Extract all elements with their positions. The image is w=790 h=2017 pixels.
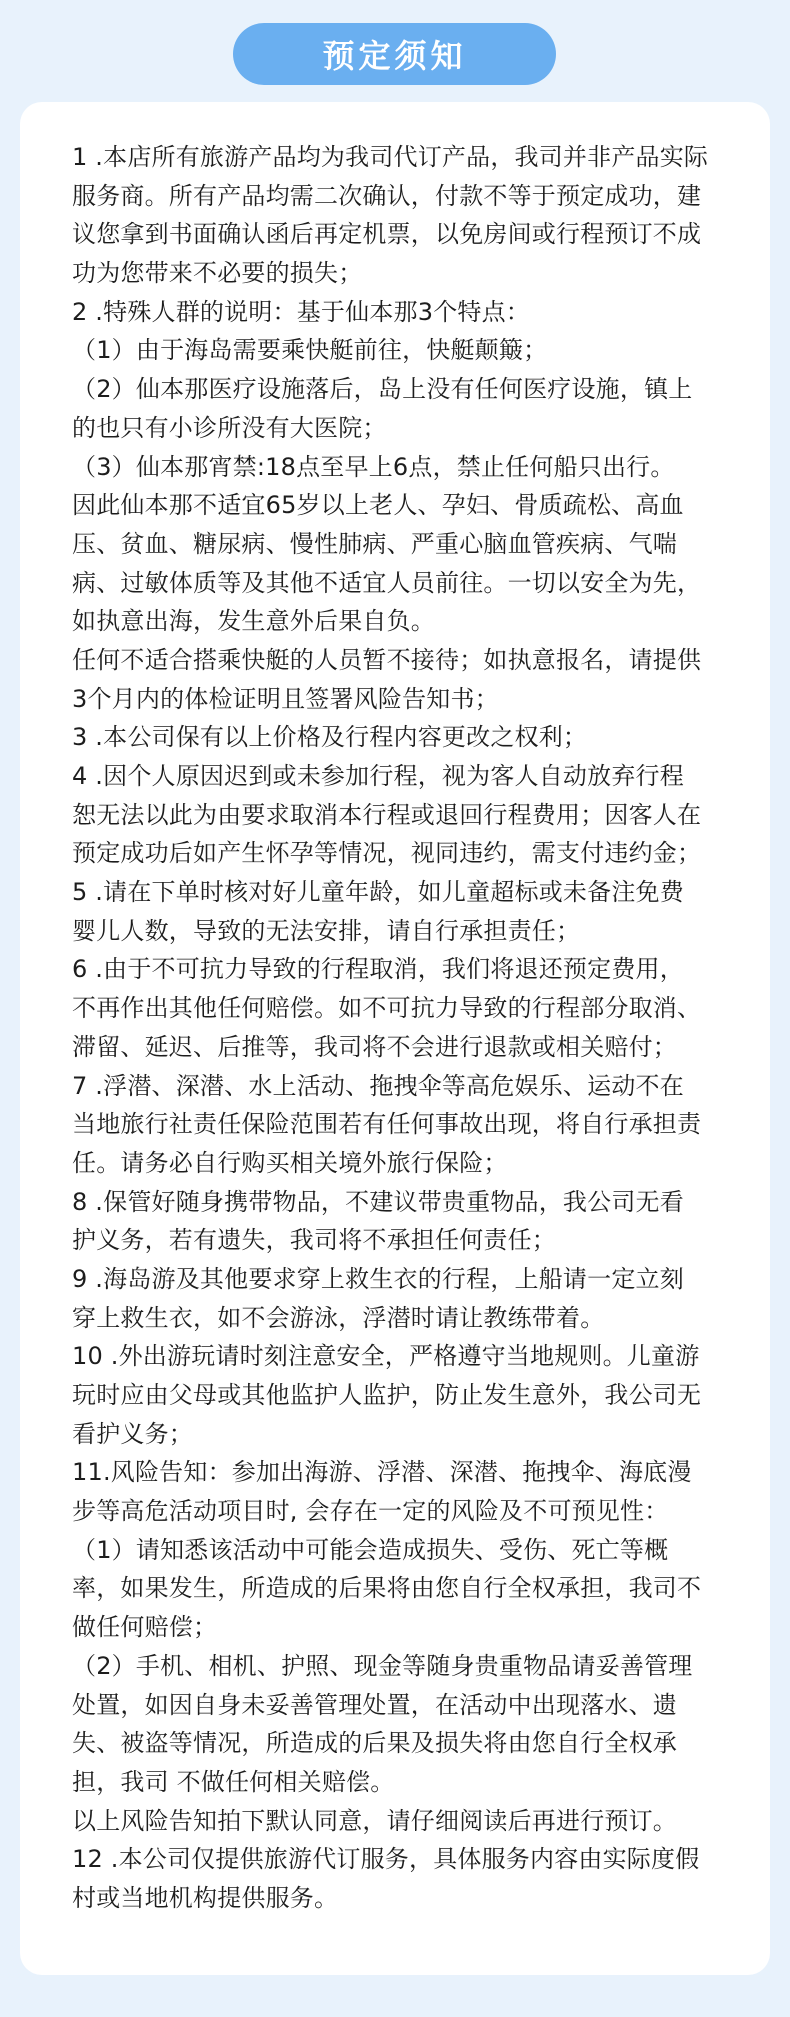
notice-line: 步等高危活动项目时, 会存在一定的风险及不可预见性：	[72, 1497, 669, 1526]
page-title-text: 预定须知	[322, 37, 467, 75]
notice-card	[20, 102, 770, 1975]
notice-line: 议您拿到书面确认函后再定机票，以免房间或行程预订不成	[72, 220, 702, 249]
notice-line: 4 .因个人原因迟到或未参加行程，视为客人自动放弃行程	[72, 762, 684, 790]
notice-line: 压、贫血、糖尿病、慢性肺病、严重心脑血管疾病、气喘	[72, 529, 677, 558]
notice-line: 任。请务必自行购买相关境外旅行保险；	[72, 1148, 508, 1177]
notice-line: 8 .保管好随身携带物品，不建议带贵重物品，我公司无看	[72, 1187, 684, 1216]
notice-line: 10 .外出游玩请时刻注意安全，严格遵守当地规则。儿童游	[72, 1342, 700, 1371]
notice-line: （1）由于海岛需要乘快艇前往，快艇颠簸；	[72, 336, 548, 365]
notice-line: 处置，如因自身未妥善管理处置，在活动中出现落水、遗	[72, 1690, 677, 1719]
notice-line: 率，如果发生，所造成的后果将由您自行全权承担，我司不	[72, 1574, 702, 1603]
notice-line: 如执意出海，发生意外后果自负。	[72, 607, 435, 636]
notice-line: 病、过敏体质等及其他不适宜人员前往。一切以安全为先，	[72, 568, 702, 597]
notice-line: 当地旅行社责任保险范围若有任何事故出现，将自行承担责	[72, 1110, 702, 1139]
notice-line: 11.风险告知：参加出海游、浮潜、深潜、拖拽伞、海底漫	[72, 1458, 692, 1487]
notice-line: 1 .本店所有旅游产品均为我司代订产品，我司并非产品实际	[72, 143, 709, 171]
notice-line: 因此仙本那不适宜65岁以上老人、孕妇、骨质疏松、高血	[72, 491, 684, 520]
notice-line: （2）手机、相机、护照、现金等随身贵重物品请妥善管理	[72, 1651, 693, 1680]
page-title	[233, 23, 556, 85]
notice-line: 村或当地机构提供服务。	[72, 1883, 339, 1912]
notice-line: 不再作出其他任何赔偿。如不可抗力导致的行程部分取消、	[72, 994, 702, 1023]
notice-line: 看护义务；	[72, 1419, 193, 1448]
notice-line: 担，我司 不做任何相关赔偿。	[72, 1767, 395, 1796]
notice-line: 婴儿人数，导致的无法安排，请自行承担责任；	[72, 916, 581, 945]
notice-line: 7 .浮潜、深潜、水上活动、拖拽伞等高危娱乐、运动不在	[72, 1071, 684, 1100]
notice-content	[72, 138, 740, 1918]
notice-line: 预定成功后如产生怀孕等情况，视同违约，需支付违约金；	[72, 839, 702, 868]
notice-line: 失、被盗等情况，所造成的后果及损失将由您自行全权承	[72, 1729, 677, 1758]
notice-line: （1）请知悉该活动中可能会造成损失、受伤、死亡等概	[72, 1535, 669, 1564]
notice-line: 护义务，若有遗失，我司将不承担任何责任；	[72, 1226, 556, 1255]
notice-line: 功为您带来不必要的损失；	[72, 259, 363, 288]
notice-line: 滞留、延迟、后推等，我司将不会进行退款或相关赔付；	[72, 1032, 677, 1061]
notice-line: 做任何赔偿；	[72, 1613, 218, 1642]
notice-line: 6 .由于不可抗力导致的行程取消，我们将退还预定费用，	[72, 955, 684, 984]
notice-line: 的也只有小诊所没有大医院；	[72, 413, 387, 442]
notice-line: 3个月内的体检证明且签署风险告知书；	[72, 684, 499, 713]
notice-line: （3）仙本那宵禁:18点至早上6点，禁止任何船只出行。	[72, 452, 675, 481]
notice-line: 任何不适合搭乘快艇的人员暂不接待；如执意报名，请提供	[72, 645, 702, 674]
notice-line: 恕无法以此为由要求取消本行程或退回行程费用；因客人在	[72, 800, 702, 829]
notice-line: 5 .请在下单时核对好儿童年龄，如儿童超标或未备注免费	[72, 878, 684, 907]
notice-line: 玩时应由父母或其他监护人监护，防止发生意外，我公司无	[72, 1381, 702, 1409]
notice-line: 服务商。所有产品均需二次确认，付款不等于预定成功，建	[72, 181, 702, 210]
notice-line: 9 .海岛游及其他要求穿上救生衣的行程，上船请一定立刻	[72, 1264, 684, 1293]
notice-line: 穿上救生衣，如不会游泳，浮潜时请让教练带着。	[72, 1303, 605, 1332]
notice-line: 12 .本公司仅提供旅游代订服务，具体服务内容由实际度假	[72, 1845, 700, 1874]
notice-line: 以上风险告知拍下默认同意，请仔细阅读后再进行预订。	[72, 1806, 677, 1835]
notice-line: 2 .特殊人群的说明：基于仙本那3个特点：	[72, 297, 530, 326]
notice-line: （2）仙本那医疗设施落后，岛上没有任何医疗设施，镇上	[72, 375, 693, 404]
notice-line: 3 .本公司保有以上价格及行程内容更改之权利；	[72, 723, 588, 752]
